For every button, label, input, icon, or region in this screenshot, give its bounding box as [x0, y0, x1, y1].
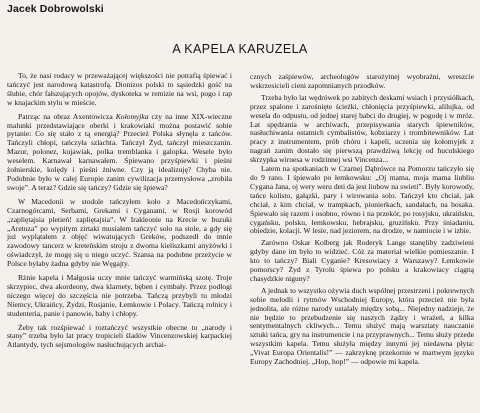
italic-title: Kołomyjka	[115, 111, 149, 121]
text-span: Patrząc na obraz Axentowicza	[18, 111, 116, 121]
paragraph: To, że nasi rodacy w przeważającej większości nie potrafią śpiewać i tańczyć jest narodową katastrofą. Dionizos polski to sąsiedzki gość na ślubie, chór fałszujących opojów, dyskoteka w remizie na wsi, pogo i rap w knajackim stylu w mieście.	[7, 71, 232, 107]
right-column	[250, 73, 474, 367]
paragraph: Zarówno Oskar Kolberg jak Roderyk Lange stanęliby zadziwieni gdyby dane im było to widzieć. Cóż za materiał wielkie pomieszanie. I kto to tańczy? Biali Cyganie? Kresowiacy z Warszawy? Łemkowie pomorscy? Żyd z Tyrolu śpiewa po polsku a krakowiacy ciągną chasydzkie niguny?	[250, 238, 474, 283]
author-name: Jacek Dobrowolski	[7, 3, 104, 15]
paragraph: cznych zaśpiewów, archeologów starożytnej wyobraźni, wreszcie wskrzesicieli cieni zapomnianych przodków.	[250, 72, 474, 90]
paragraph: A jednak to wszystko ożywia duch wspólnej przestrzeni i pokrewnych sobie melodii i rytmów Wschodniej Europy, która przecież nie była jednolita, ale różne narody ustalały między sobą... Niejedny nadzieje, że nie będzie to przebudzenie się naszych żądzy i wrażeń, a kilka sentymentalnych ckliwych... Temu służyć mają warsztaty nauczanie sztuki tańca, gry na instrumencie i na przyprawnych... Temu służy przede wszystkim kapela. Temu służyła między innymi jej niedawna płyta: „Vivat Europa Orientalis!” — zakrzyknę przekornie w martwym języku Europy Zachodniej. „Hop, hop!” — odpowie mi kapela.	[250, 285, 474, 367]
left-column	[7, 72, 232, 350]
paragraph: Trzeba było lat wędrówek po zabitych deskami wsiach i przysiółkach, przez spalone i zarośnięte ścieżki, chłonięcia przyśpiewki, alilujka, od wesela do odpustu, od jednej starej babci do drugiej, w pogodę i w mróz. Lat spędzania w archiwach, przepisywania starych śpiewników, nasłuchiwania ostatnich cymbalistów, kobziarzy i trombitewników. Lat pracy z instrumentem, prób chóru i kapeli, uczenia się kołomyjek z nagrań zanim dostało się pierwszą prawdziwą lekcję od huculskiego skrzypka wiruesa w rodzinnej wsi Vincenza...	[250, 92, 474, 165]
paragraph	[7, 113, 232, 193]
paragraph: Rżnie kapela i Małgosia uczy mnie tańczyć warmińską szotę. Troje skrzypiec, dwa akordeony, dwa klarnety, bęben i cymbały. Przez podłogi niczego więcej do szczęścia nie potrzeba. Tańczą przybyli tu młodzi Niemcy, Ukraińcy, Żydzi, Rosjanie, Łemkowie i Polacy. Tańczą rolnicy i studenteria, panie i panowie, baby i chłopy.	[7, 273, 232, 318]
article-title: A KAPELA KARUZELA	[172, 42, 308, 56]
text-span: czy na inne XIX-wieczne malunki przedstawiające oberki i krakowiaki można postawić sobie pytanie: Co się stało z tą energią? Przecież Polska słynęła z tańców. Tańczyli chłopi, tańczyła szlachta. Tańczył Żyd, tańczył mieszczanin. Mazur, polonez, kujawiak, polka tremblanka i galopka. Wesele było weselem. Karnawał karnawałem. Śpiewano przyśpiewki i pieśni żołnierskie, kolędy i pieśni żniwne. Czy ją idealizuję? Chyba nie. Podobnie było w całej Europie zanim cywilizacja przemysłowa „zrobiła swoje”. A teraz? Gdzie się tańczy? Gdzie się śpiewa?	[7, 111, 232, 192]
paragraph: W Macedonii w stodole tańczyłem koło z Macedończykami, Czarnogórcami, Serbami, Grekami i Cyganami, w Rosji korowód „zapliętajsia pletień! zapliętajsia”. W Irakleonie na Krecie w buzuki „Aretuza” po wypitym zirtaki musiałem tańczyć solo na stole, a gdy się już wyplątałem z objęć wiwatujących Greków, podszedł do mnie zawodowy tancerz w kreteńskim stroju z dwoma kieliszkami anyżówki i oświadczył, że mogę się u niego uczyć. Szansa na podobne przeżycie w Polsce byłaby żadna gdyby nie Węgajty.	[7, 196, 232, 269]
paragraph: Latem na spotkaniach w Czarnej Dąbrówce na Pomorzu tańczyło się do 9 rano. I śpiewało po łemkowsku: „Oj mama, moja mama liubliu Cygana Jana, oj wery weru deti da jest liubow na swieti”. Były korowody, tańce kolisto, gałązki, pary i wirowania solo. Tańczył kto chciał, jak chciał, z kim chciał, w trampkach, pionierkach, sandałach, na bosaka. Śpiewało się razem i osobno, równo i na przekór, po rosyjsku, ukraińsku, cygańsku, polsku, łemkowsku, hebrajsku, gruzińsku. Przy śniadaniu, obiedzie, kolacji. W lesie, nad jeziorem, na drodze, w namiocie i w izbie.	[250, 164, 474, 236]
paragraph: Żeby tak rozśpiewać i roztańczyć wszystkie obecne tu „narody i stany” trzeba było lat pracy tropicieli śladów Vincenzowskiej karpackiej Atlantydy, tych sejsmologów nasłuchujących archai-	[7, 322, 232, 350]
